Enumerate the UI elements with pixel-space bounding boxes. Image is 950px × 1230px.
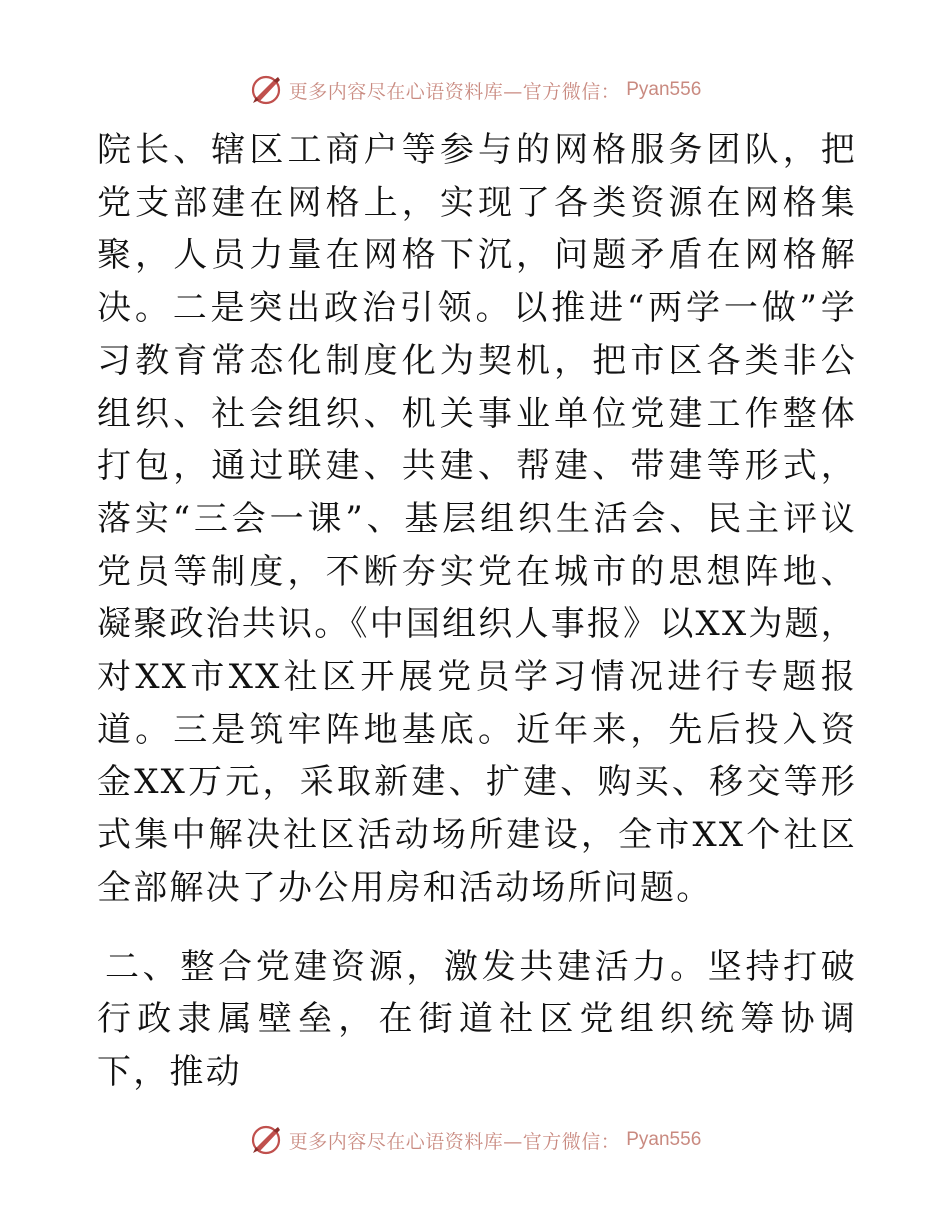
document-body (97, 124, 857, 1099)
paragraph-2: 二、整合党建资源，激发共建活力。坚持打破行政隶属壁垒，在街道社区党组织统筹协调下，推动 (97, 946, 857, 1092)
watermark-wechat-handle: Pyan556 (626, 79, 702, 100)
watermark-text: 更多内容尽在心语资料库—官方微信： (288, 80, 621, 103)
footer-watermark (0, 1120, 950, 1160)
watermark-text: 更多内容尽在心语资料库—官方微信： (288, 1130, 621, 1153)
watermark-group (249, 1123, 702, 1157)
watermark-group (249, 73, 702, 107)
header-watermark (0, 70, 950, 110)
brush-pen-logo-icon (249, 73, 283, 107)
watermark-wechat-handle: Pyan556 (626, 1129, 702, 1150)
paragraph-1: 院长、辖区工商户等参与的网格服务团队，把党支部建在网格上，实现了各类资源在网格集聚，人员力量在网格下沉，问题矛盾在网格解决。二是突出政治引领。以推进“两学一做”学习教育常态化制度化为契机，把市区各类非公组织、社会组织、机关事业单位党建工作整体打包，通过联建、共建、帮建、带建等形式，落实“三会一课”、基层组织生活会、民主评议党员等制度，不断夯实党在城市的思想阵地、凝聚政治共识。《中国组织人事报》以XX为题，对XX市XX社区开展党员学习情况进行专题报道。三是筑牢阵地基底。近年来，先后投入资金XX万元，采取新建、扩建、购买、移交等形式集中解决社区活动场所建设，全市XX个社区全部解决了办公用房和活动场所问题。 (97, 130, 857, 908)
brush-pen-logo-icon (249, 1123, 283, 1157)
